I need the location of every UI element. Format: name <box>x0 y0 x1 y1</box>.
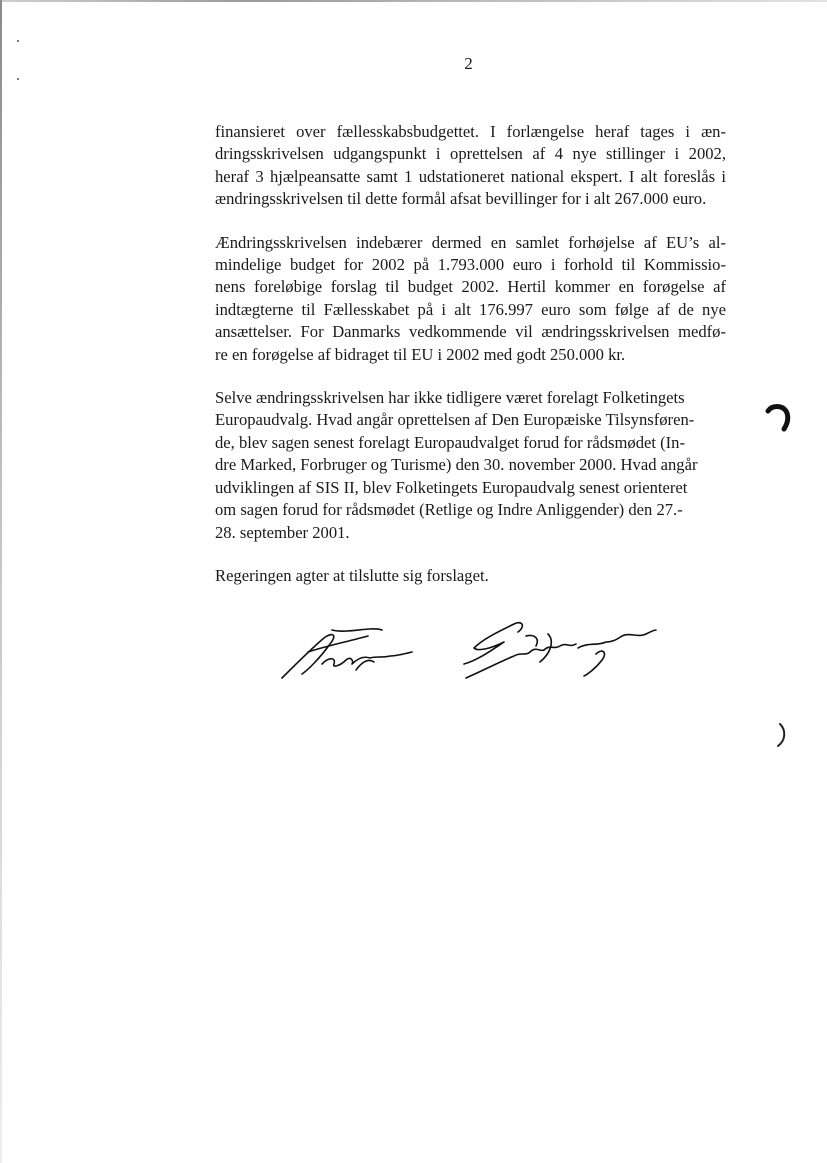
text-line: Selve ændringsskrivelsen har ikke tidligere været forelagt Folketingets <box>215 388 685 408</box>
paragraph-government-position <box>215 565 726 587</box>
text-line: 28. september 2001. <box>215 522 350 542</box>
punch-hole-mark <box>772 720 790 750</box>
text-line: heraf 3 hjælpeansatte samt 1 udstationeret national ekspert. I alt foreslås i <box>215 166 726 186</box>
text-line: finansieret over fællesskabsbudgettet. I forlængelse heraf tages i æn- <box>215 122 726 141</box>
text-line: Europaudvalg. Hvad angår oprettelsen af Den Europæiske Tilsynsføren- <box>215 410 695 430</box>
text-line: ansættelser. For Danmarks vedkommende vil ændringsskrivelsen medfø- <box>215 322 726 342</box>
scan-speck <box>17 40 19 42</box>
page-left-edge <box>0 0 2 1163</box>
text-line: indtægterne til Fællesskabet på i alt 176.997 euro som følge af de nye <box>215 299 726 319</box>
handwritten-signature <box>278 612 658 684</box>
text-line: nens foreløbige forslag til budget 2002. Hertil kommer en forøgelse af <box>215 277 726 297</box>
text-line: Regeringen agter at tilslutte sig forslaget. <box>215 565 489 585</box>
text-line: de, blev sagen senest forelagt Europaudvalget forud for rådsmødet (In- <box>215 432 685 452</box>
text-line: mindelige budget for 2002 på 1.793.000 euro i forhold til Kommissio- <box>215 255 726 275</box>
paragraph-budget-financing <box>215 121 726 211</box>
text-line: dringsskrivelsen udgangspunkt i oprettelsen af 4 nye stillinger i 2002, <box>215 144 726 164</box>
text-line: Ændringsskrivelsen indebærer dermed en samlet forhøjelse af EU’s al- <box>215 232 726 252</box>
text-line: re en forøgelse af bidraget til EU i 2002 med godt 250.000 kr. <box>215 344 626 364</box>
punch-hole-mark <box>764 403 792 433</box>
text-line: udviklingen af SIS II, blev Folketingets Europaudvalg senest orienteret <box>215 477 688 497</box>
text-line: ændringsskrivelsen til dette formål afsat bevillinger for i alt 267.000 euro. <box>215 189 707 209</box>
page-top-edge <box>0 0 827 2</box>
text-line: om sagen forud for rådsmødet (Retlige og Indre Anliggender) den 27.- <box>215 500 683 520</box>
paragraph-budget-increase <box>215 232 726 366</box>
scan-speck <box>17 78 19 80</box>
letter-body <box>215 121 726 608</box>
page-number: 2 <box>464 54 473 73</box>
text-line: dre Marked, Forbruger og Turisme) den 30. november 2000. Hvad angår <box>215 455 698 475</box>
paragraph-committee-history <box>215 387 726 544</box>
